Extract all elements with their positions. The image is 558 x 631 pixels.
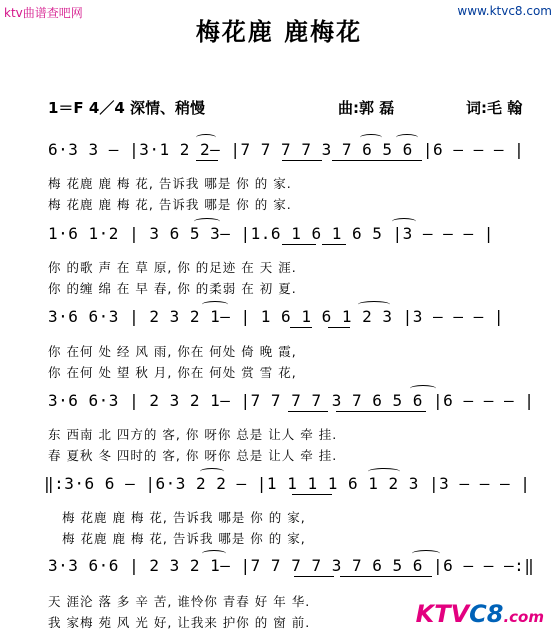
slur-mark bbox=[202, 550, 226, 557]
beam-underline bbox=[340, 576, 432, 577]
lyric-line-3b: 你 在何 处 望 秋 月, 你在 何处 赏 雪 花, bbox=[48, 365, 297, 380]
notation-line-6: 3·3 6·6 | 2 3 2 1— |7 7 7 7 3 7 6 5 6 |6 — — —:‖ bbox=[48, 556, 535, 575]
beam-underline bbox=[332, 160, 422, 161]
beam-underline bbox=[288, 411, 328, 412]
beam-underline bbox=[336, 411, 426, 412]
slur-mark bbox=[396, 134, 418, 141]
slur-mark bbox=[392, 218, 416, 225]
watermark-mid: C8 bbox=[469, 600, 504, 628]
watermark-prefix: KTV bbox=[415, 600, 470, 628]
slur-mark bbox=[360, 134, 382, 141]
lyric-line-1a: 梅 花鹿 鹿 梅 花, 告诉我 哪是 你 的 家. bbox=[48, 176, 292, 191]
notation-line-5: ‖:3·6 6 — |6·3 2 2 — |1 1 1 1 6 1 2 3 |3 — — — | bbox=[44, 474, 531, 493]
lyric-line-2a: 你 的歌 声 在 草 原, 你 的足迹 在 天 涯. bbox=[48, 260, 297, 275]
watermark-suffix: .com bbox=[503, 608, 544, 626]
key-meter: 1＝F 4／4 深情、稍慢 bbox=[48, 99, 206, 117]
lyric-line-1b: 梅 花鹿 鹿 梅 花, 告诉我 哪是 你 的 家. bbox=[48, 197, 292, 212]
beam-underline bbox=[294, 576, 334, 577]
slur-mark bbox=[194, 218, 220, 225]
beam-underline bbox=[282, 160, 322, 161]
notation-line-4: 3·6 6·3 | 2 3 2 1— |7 7 7 7 3 7 6 5 6 |6 — — — | bbox=[48, 391, 535, 410]
lyric-line-3a: 你 在何 处 经 风 雨, 你在 何处 倚 晚 霞, bbox=[48, 344, 297, 359]
song-title: 梅花鹿 鹿梅花 bbox=[195, 17, 363, 46]
notation-line-2: 1·6 1·2 | 3 6 5 3— |1.6 1 6 1 6 5 |3 — — — | bbox=[48, 224, 494, 243]
site-watermark-top: ktv曲谱查吧网 bbox=[4, 6, 83, 20]
beam-underline bbox=[290, 327, 312, 328]
lyricist-credit: 词:毛 翰 bbox=[466, 99, 523, 117]
site-url-top: www.ktvc8.com bbox=[457, 4, 552, 18]
slur-mark bbox=[196, 134, 216, 141]
lyric-line-5b: 梅 花鹿 鹿 梅 花, 告诉我 哪是 你 的 家, bbox=[62, 531, 306, 546]
lyric-line-4b: 春 夏秋 冬 四时的 客, 你 呀你 总是 让人 牵 挂. bbox=[48, 448, 338, 463]
beam-underline bbox=[282, 244, 316, 245]
lyric-line-4a: 东 西南 北 四方的 客, 你 呀你 总是 让人 牵 挂. bbox=[48, 427, 338, 442]
slur-mark bbox=[368, 468, 400, 475]
slur-mark bbox=[202, 301, 228, 308]
beam-underline bbox=[196, 160, 218, 161]
lyric-line-6b: 我 家梅 苑 风 光 好, 让我来 护你 的 窗 前. bbox=[48, 615, 311, 630]
beam-underline bbox=[328, 327, 350, 328]
site-watermark-bottom bbox=[416, 600, 544, 628]
slur-mark bbox=[200, 468, 224, 475]
beam-underline bbox=[322, 244, 346, 245]
lyric-line-6a: 天 涯沦 落 多 辛 苦, 谁怜你 青春 好 年 华. bbox=[48, 594, 311, 609]
beam-underline bbox=[292, 494, 332, 495]
slur-mark bbox=[358, 301, 390, 308]
notation-line-3: 3·6 6·3 | 2 3 2 1— | 1 6 1 6 1 2 3 |3 — — — | bbox=[48, 307, 504, 326]
notation-line-1: 6·3 3 — |3·1 2 2— |7 7 7 7 3 7 6 5 6 |6 — — — | bbox=[48, 140, 525, 159]
slur-mark bbox=[410, 385, 436, 392]
lyric-line-5a: 梅 花鹿 鹿 梅 花, 告诉我 哪是 你 的 家, bbox=[62, 510, 306, 525]
lyric-line-2b: 你 的缠 绵 在 早 春, 你 的柔弱 在 初 夏. bbox=[48, 281, 297, 296]
slur-mark bbox=[412, 550, 440, 557]
composer-credit: 曲:郭 磊 bbox=[338, 99, 395, 117]
